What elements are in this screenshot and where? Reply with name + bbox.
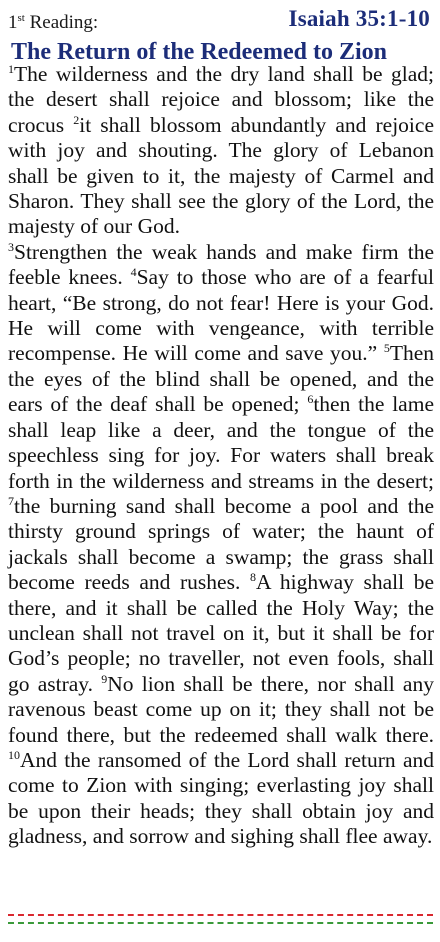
verse-text: then the lame shall leap like a deer, and the tongue of the speechless sing for joy. For waters shall break forth in the wilderness and streams in the desert; [8,392,434,493]
dashed-divider-green [8,922,433,924]
verse-text: Strengthen the weak hands and make firm the feeble knees. [8,239,434,290]
verse-number: 2 [73,112,80,127]
verse-number: 10 [8,747,20,762]
reading-label [8,12,98,34]
verse-number: 9 [101,671,108,686]
verse-number: 4 [130,265,137,280]
reading-number: 1 [8,12,18,33]
scripture-reference: Isaiah 35:1-10 [288,6,430,31]
scripture-passage [8,62,434,850]
reading-label-text: Reading: [24,12,99,33]
dashed-divider-red [8,914,433,916]
verse-number: 6 [307,392,314,407]
verse-text: Say to those who are of a fearful heart, “Be strong, do not fear! Here is your God. He will come with vengeance, with terrible recompense. He will come and save you.” [8,265,434,366]
verse-number: 8 [249,570,256,585]
verse-number: 1 [8,62,14,76]
verse-text: A highway shall be there, and it shall be called the Holy Way; the unclean shall not travel on it, but it shall be for God’s people; no traveller, not even fools, shall go astray. [8,570,434,696]
reading-header [8,6,430,34]
verse-text: the burning sand shall become a pool and the thirsty ground springs of water; the haunt of jackals shall become a swamp; the grass shall become reeds and rushes. [8,493,434,595]
verse-number: 7 [8,493,14,508]
verse-text: No lion shall be there, nor shall any ravenous beast come up on it; they shall not be found there, but the redeemed shall walk there. [8,671,434,747]
reading-ordinal-suffix: st [17,12,25,24]
reading-title: The Return of the Redeemed to Zion [11,39,387,65]
verse-number: 5 [383,341,390,356]
verse-text: The wilderness and the dry land shall be glad; the desert shall rejoice and blossom; like the crocus [8,62,434,137]
verse-text: it shall blossom abundantly and rejoice with joy and shouting. The glory of Lebanon shall be given to it, the majesty of Carmel and Sharon. They shall see the glory of the Lord, the majesty of our God. [8,112,434,239]
verse-text: Then the eyes of the blind shall be opened, and the ears of the deaf shall be opened; [8,341,434,417]
verse-text: And the ransomed of the Lord shall return and come to Zion with singing; everlasting joy shall be upon their heads; they shall obtain joy and gladness, and sorrow and sighing shall flee away. [8,747,434,849]
verse-number: 3 [8,239,14,254]
